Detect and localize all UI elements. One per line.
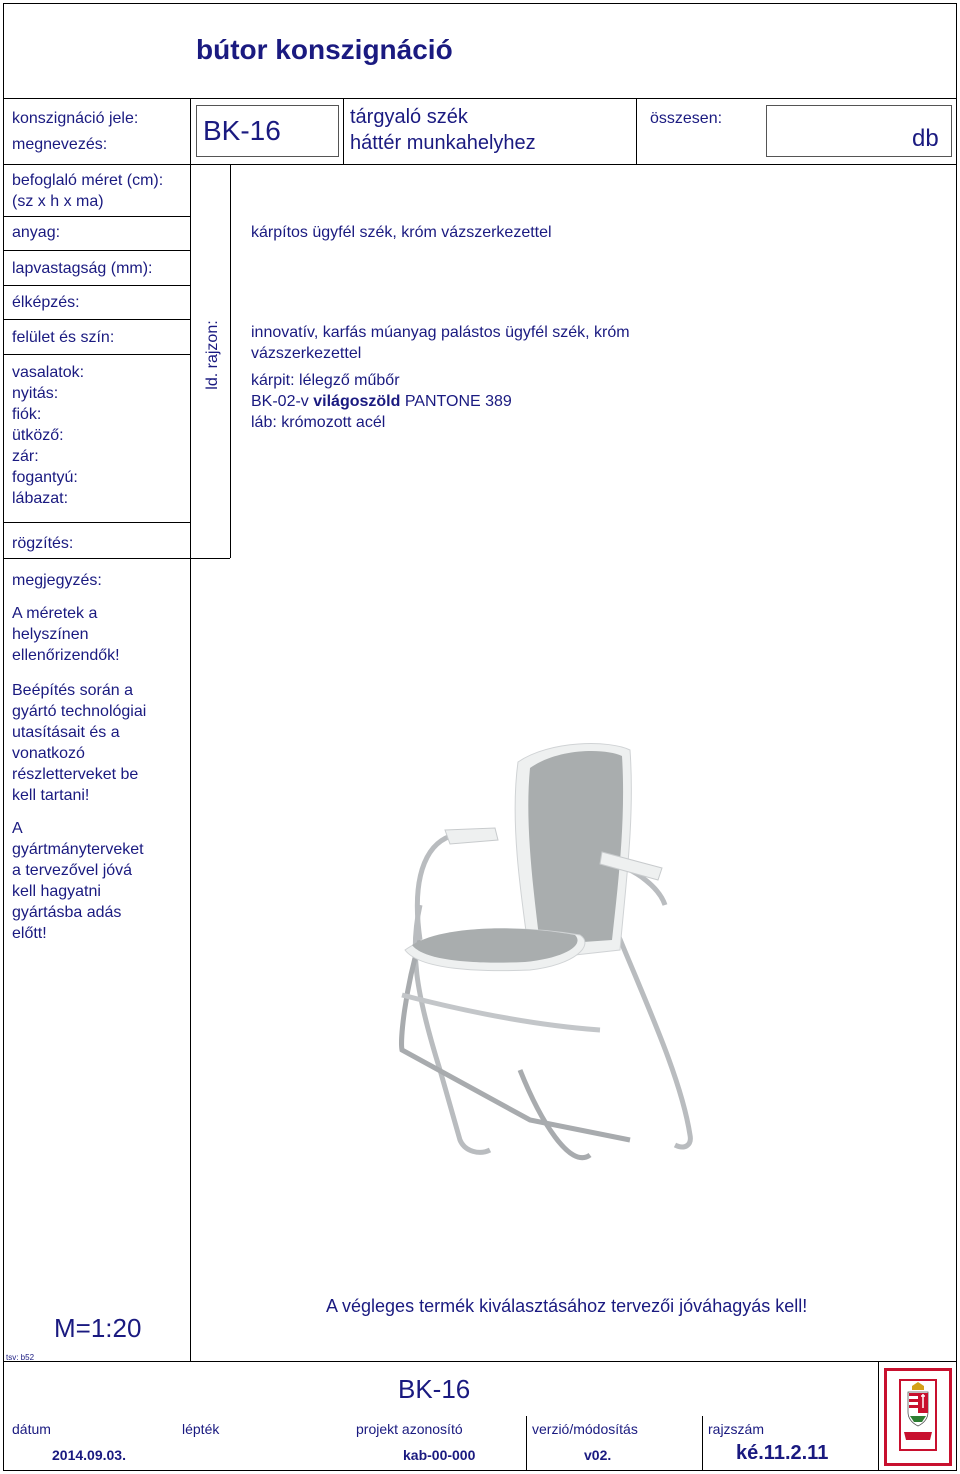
divider: [3, 164, 957, 165]
opening-label: nyitás:: [12, 385, 59, 402]
fixing-label: rögzítés:: [12, 535, 74, 552]
note-line: Beépítés során a: [12, 682, 133, 699]
divider: [230, 164, 231, 558]
note-line: előtt!: [12, 925, 47, 942]
divider: [190, 98, 191, 558]
legs: láb: krómozott acél: [251, 414, 386, 431]
description: [251, 322, 630, 433]
fittings-label: vasalatok:: [12, 364, 85, 381]
size-label-line2: (sz x h x ma): [12, 193, 104, 210]
footer-code: BK-16: [398, 1374, 471, 1404]
color-prefix: BK-02-v: [251, 393, 314, 410]
size-label: [12, 170, 163, 212]
drawing-number-label: rajzszám: [708, 1421, 765, 1437]
thickness-label: lapvastagság (mm):: [12, 260, 153, 277]
color-suffix: PANTONE 389: [400, 393, 512, 410]
note-line: A méretek a: [12, 605, 98, 622]
upholstery: kárpit: lélegző műbőr: [251, 372, 400, 389]
coat-of-arms-icon: [892, 1378, 944, 1456]
page-title: bútor konszignáció: [196, 34, 453, 65]
material-value: kárpítos ügyfél szék, króm vázszerkezettel: [251, 224, 552, 241]
note-line: részletterveket be: [12, 766, 139, 783]
scale-label: lépték: [182, 1421, 220, 1437]
note-line: gyártó technológiai: [12, 703, 147, 720]
version-value: v02.: [584, 1447, 612, 1463]
lock-label: zár:: [12, 448, 39, 465]
date-label: dátum: [12, 1421, 51, 1437]
note-line: kell tartani!: [12, 787, 90, 804]
divider: [3, 522, 190, 523]
note-line: gyártmányterveket: [12, 841, 144, 858]
see-drawing-label: ld. rajzon:: [204, 320, 221, 390]
note-line: vonatkozó: [12, 745, 85, 762]
handle-label: fogantyú:: [12, 469, 78, 486]
note-line: a tervezővel jóvá: [12, 862, 133, 879]
material-label: anyag:: [12, 224, 61, 241]
divider: [3, 354, 190, 355]
notes-label: megjegyzés:: [12, 572, 102, 589]
divider: [526, 1416, 527, 1471]
chair-image: [380, 740, 710, 1170]
plinth-label: lábazat:: [12, 490, 69, 507]
note-line: ellenőrizendők!: [12, 647, 120, 664]
edge-label: élképzés:: [12, 294, 80, 311]
project-label: projekt azonosító: [356, 1421, 463, 1437]
note-line: helyszínen: [12, 626, 89, 643]
drawing-number-value: ké.11.2.11: [736, 1442, 829, 1464]
divider: [343, 98, 344, 164]
color-line: [251, 391, 630, 412]
item-name-line2: háttér munkahelyhez: [350, 132, 536, 154]
divider: [702, 1416, 703, 1471]
drawer-label: fiók:: [12, 406, 42, 423]
notes-para1: [12, 603, 120, 666]
notes-para2: [12, 680, 146, 806]
divider: [3, 216, 190, 217]
consignment-code: BK-16: [203, 115, 281, 146]
divider: [636, 98, 637, 164]
note-line: A: [12, 820, 23, 837]
name-label: megnevezés:: [12, 136, 108, 153]
divider: [190, 558, 191, 1361]
date-value: 2014.09.03.: [52, 1447, 126, 1463]
divider: [3, 1361, 957, 1362]
item-name-line1: tárgyaló szék: [350, 106, 468, 128]
divider: [3, 558, 230, 559]
total-label: összesen:: [650, 110, 723, 127]
unit-label: db: [912, 125, 939, 152]
note-line: gyártásba adás: [12, 904, 122, 921]
small-code: tsv: b52: [6, 1353, 35, 1362]
code-label: konszignáció jele:: [12, 110, 139, 127]
divider: [3, 319, 190, 320]
color-name: világoszöld: [313, 393, 401, 410]
version-label: verzió/módosítás: [532, 1421, 638, 1437]
approval-note: A végleges termék kiválasztásához tervezői jóváhagyás kell!: [326, 1296, 808, 1316]
note-line: kell hagyatni: [12, 883, 101, 900]
project-value: kab-00-000: [403, 1447, 476, 1463]
divider: [3, 98, 957, 99]
notes-para3: [12, 818, 144, 944]
scale-value: M=1:20: [54, 1313, 142, 1343]
divider: [3, 285, 190, 286]
description-line2: vázszerkezettel: [251, 345, 362, 362]
size-label-line1: befoglaló méret (cm):: [12, 172, 164, 189]
stopper-label: ütköző:: [12, 427, 64, 444]
description-line1: innovatív, karfás múanyag palástos ügyfél szék, króm: [251, 324, 630, 341]
fittings-list: [12, 362, 84, 509]
divider: [878, 1361, 879, 1471]
divider: [3, 250, 190, 251]
surface-label: felület és szín:: [12, 329, 115, 346]
note-line: utasításait és a: [12, 724, 120, 741]
